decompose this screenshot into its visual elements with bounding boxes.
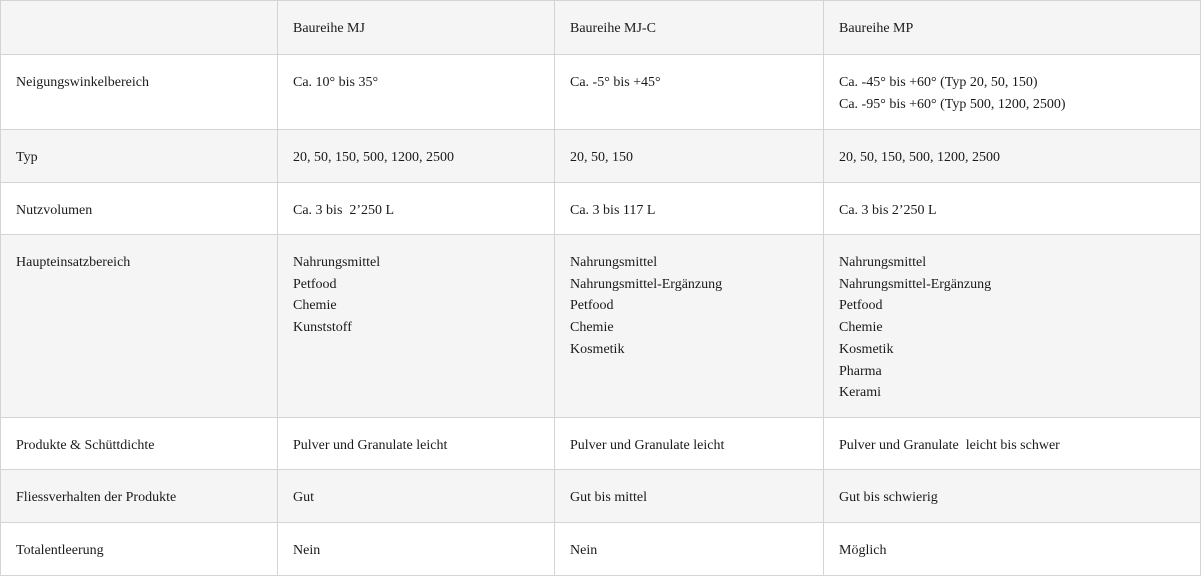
table-cell: [824, 418, 1201, 470]
table-cell: [824, 235, 1201, 418]
cell-line: 20, 50, 150, 500, 1200, 2500: [293, 150, 454, 165]
table-cell: [824, 523, 1201, 576]
cell-line: Petfood: [839, 298, 883, 314]
table-cell: [824, 470, 1201, 523]
cell-line: Ca. 3 bis 117 L: [570, 203, 656, 218]
cell-line: Nahrungsmittel-Ergänzung: [570, 276, 723, 292]
table-cell: [555, 523, 824, 576]
row-label-usable-volume: Nutzvolumen: [1, 183, 278, 235]
cell-line: Möglich: [839, 543, 887, 558]
row-label-tilt-angle: Neigungswinkelbereich: [1, 55, 278, 130]
cell-line: Kosmetik: [839, 341, 894, 357]
row-label-total-discharge: Totalentleerung: [1, 523, 278, 576]
cell-line: Gut: [293, 490, 314, 505]
cell-line: Petfood: [570, 298, 614, 314]
cell-line: Pulver und Granulate leicht bis schwer: [839, 438, 1060, 453]
header-corner-cell: [1, 1, 278, 55]
table-cell: [555, 130, 824, 183]
cell-line: Chemie: [570, 320, 614, 336]
table-header-row: [1, 1, 1201, 55]
table-cell: [824, 183, 1201, 235]
row-label-flow-behavior: Fliessverhalten der Produkte: [1, 470, 278, 523]
cell-line: Kosmetik: [570, 341, 625, 357]
cell-line: Gut bis schwierig: [839, 490, 938, 505]
cell-line: Pulver und Granulate leicht: [293, 438, 448, 453]
cell-line: Nahrungsmittel-Ergänzung: [839, 276, 992, 292]
cell-line: Ca. 10° bis 35°: [293, 75, 379, 90]
cell-line: Chemie: [839, 320, 883, 336]
cell-line: Ca. -45° bis +60° (Typ 20, 50, 150): [839, 75, 1038, 90]
cell-line: Ca. 3 bis 2’250 L: [293, 203, 395, 218]
table-cell: [555, 183, 824, 235]
cell-line: Ca. -95° bis +60° (Typ 500, 1200, 2500): [839, 96, 1066, 112]
table-cell: [824, 130, 1201, 183]
row-label-type: Typ: [1, 130, 278, 183]
table-cell: [278, 235, 555, 418]
cell-line: Kunststoff: [293, 320, 352, 336]
table-cell: [555, 470, 824, 523]
table-cell: [278, 418, 555, 470]
cell-line: Nahrungsmittel: [293, 255, 381, 270]
cell-line: Kerami: [839, 385, 881, 401]
cell-line: Nahrungsmittel: [570, 255, 658, 270]
cell-line: Nein: [293, 543, 321, 558]
table-cell: [555, 55, 824, 130]
table-cell: [278, 130, 555, 183]
table-row: [1, 523, 1201, 576]
table-cell: [278, 183, 555, 235]
cell-line: Ca. 3 bis 2’250 L: [839, 203, 937, 218]
table-row: [1, 235, 1201, 418]
cell-line: 20, 50, 150: [570, 150, 633, 165]
header-series-mj-c: Baureihe MJ-C: [555, 1, 824, 55]
table-cell: [278, 470, 555, 523]
table-cell: [278, 523, 555, 576]
table-row: [1, 55, 1201, 130]
cell-line: Nein: [570, 543, 598, 558]
table-row: [1, 130, 1201, 183]
cell-line: 20, 50, 150, 500, 1200, 2500: [839, 150, 1000, 165]
table-row: [1, 470, 1201, 523]
table-cell: [555, 418, 824, 470]
table-cell: [824, 55, 1201, 130]
cell-line: Nahrungsmittel: [839, 255, 927, 270]
cell-line: Pulver und Granulate leicht: [570, 438, 725, 453]
row-label-products-bulk-density: Produkte & Schüttdichte: [1, 418, 278, 470]
header-series-mj: Baureihe MJ: [278, 1, 555, 55]
table-cell: [278, 55, 555, 130]
cell-line: Petfood: [293, 276, 337, 292]
header-series-mp: Baureihe MP: [824, 1, 1201, 55]
cell-line: Chemie: [293, 298, 337, 314]
table-row: [1, 183, 1201, 235]
cell-line: Gut bis mittel: [570, 490, 647, 505]
table-cell: [555, 235, 824, 418]
table-row: [1, 418, 1201, 470]
row-label-main-application: Haupteinsatzbereich: [1, 235, 278, 418]
cell-line: Pharma: [839, 363, 882, 379]
cell-line: Ca. -5° bis +45°: [570, 75, 661, 90]
